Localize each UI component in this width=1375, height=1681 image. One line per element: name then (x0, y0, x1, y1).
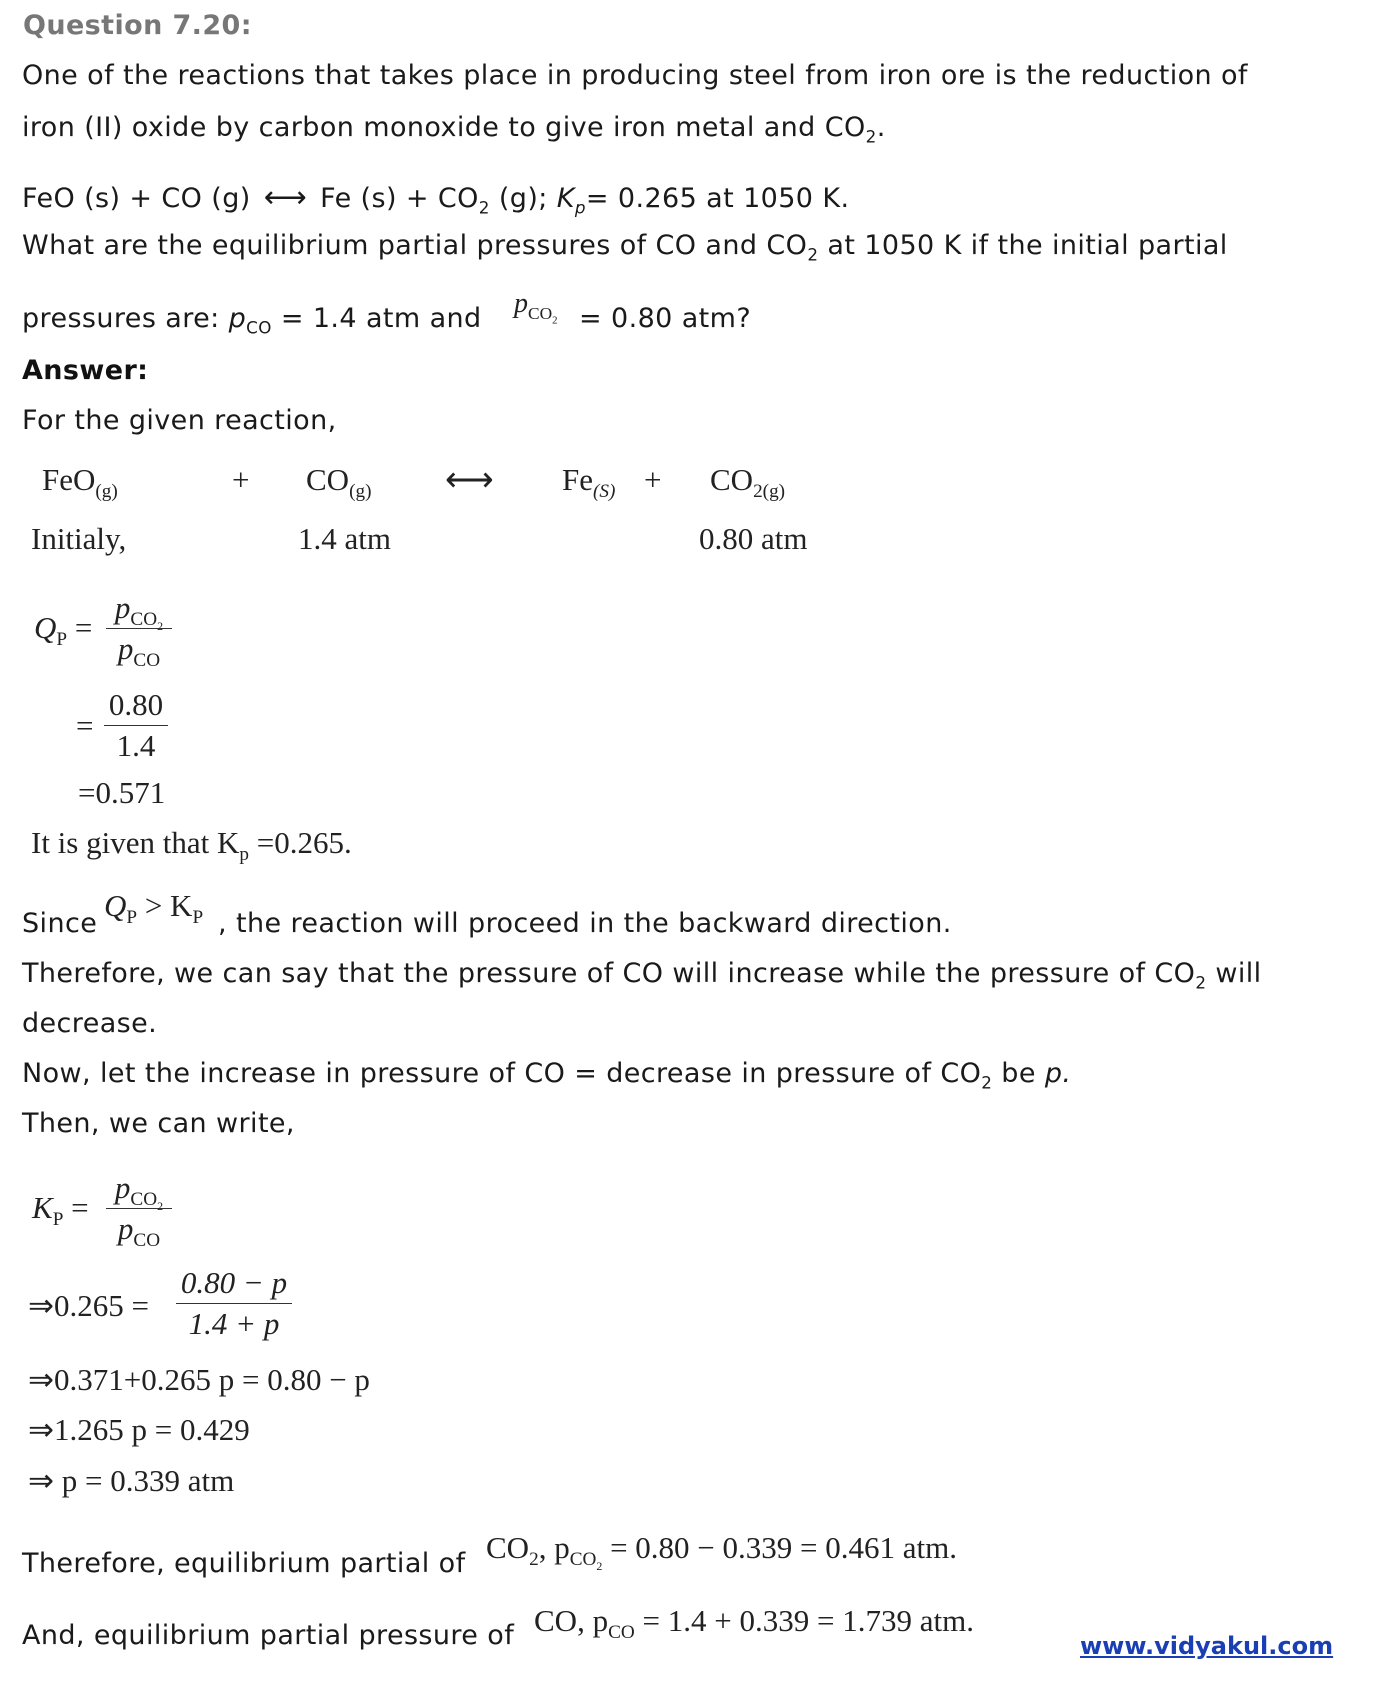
qp-fraction-2: 0.80 1.4 (104, 687, 168, 764)
then-line: Then, we can write, (22, 1108, 295, 1139)
table-initial-label: Initialy, (31, 521, 127, 556)
table-co2: $CO_{2(g)}$ (710, 462, 786, 503)
table-co: $CO_{(g)}$ (306, 462, 372, 503)
table-plus-1: + (232, 462, 250, 497)
question-line-2: iron (II) oxide by carbon monoxide to give iron metal and $CO_2$. (22, 112, 886, 147)
equilibrium-arrow-icon: ⟷ (263, 180, 308, 215)
kp-fraction: $p_{CO_2}$ $p_{CO}$ (106, 1170, 172, 1247)
equilibrium-arrow-icon: ⟷ (445, 462, 494, 499)
now-line: Now, let the increase in pressure of CO = decrease in pressure of $CO_2$ be p. (22, 1058, 1072, 1093)
qp-result: =0.571 (78, 775, 166, 810)
table-fe: $Fe_{(S)}$ (562, 462, 616, 503)
kp-lhs: $K_P$ = (32, 1190, 89, 1231)
question-line-5: pressures are: $p_{CO} = 1.4$ atm and (22, 303, 482, 338)
step-3: ⇒1.265 p = 0.429 (28, 1412, 250, 1447)
question-line-1: One of the reactions that takes place in producing steel from iron ore is the reduction of (22, 60, 1248, 91)
since-qp-kp: $Q_P > K_P$ (104, 888, 204, 929)
step-1-lhs: ⇒0.265 = (28, 1288, 149, 1323)
question-line-4: What are the equilibrium partial pressures of CO and $CO_2$ at 1050 K if the initial partial (22, 230, 1228, 265)
answer-intro: For the given reaction, (22, 405, 337, 436)
step-4: ⇒ p = 0.339 atm (28, 1463, 235, 1498)
question-heading: Question 7.20: (23, 10, 252, 41)
final-line-1-text: Therefore, equilibrium partial of (22, 1548, 466, 1579)
final-line-2-text: And, equilibrium partial pressure of (22, 1620, 515, 1651)
question-line-5-end: = 0.80 atm? (579, 303, 752, 334)
pco2-symbol: $p_{CO_2}$ (514, 288, 558, 327)
qp-eq-2: = (76, 708, 94, 743)
reaction-equation: FeO (s) + CO (g) ⟷ Fe $(s) + CO_2$ (g); $K_p= 0.265$ at 1050 K. (22, 180, 850, 218)
therefore-line-2: decrease. (22, 1008, 158, 1039)
table-initial-co: 1.4 atm (298, 521, 391, 556)
qp-fraction-1: $p_{CO_2}$ $p_{CO}$ (106, 590, 172, 667)
table-feo: FeO$_{(g)}$ (42, 462, 118, 503)
table-initial-co2: 0.80 atm (699, 521, 808, 556)
given-kp: It is given that $K_p =0.265$. (31, 825, 352, 866)
final-line-2-math: CO, $p_{CO} = 1.4 + 0.339 = 1.739$ atm. (534, 1603, 974, 1644)
qp-lhs: $Q_P$ = (34, 610, 93, 651)
table-plus-2: + (644, 462, 662, 497)
answer-heading: Answer: (22, 355, 149, 386)
final-line-1-math: $CO_2$, $p_{CO_2} = 0.80 - 0.339 = 0.461$ atm. (486, 1530, 958, 1574)
vidyakul-link[interactable]: www.vidyakul.com (1080, 1632, 1334, 1660)
since-line: Since (22, 908, 98, 939)
step-1-fraction: 0.80 − p 1.4 + p (176, 1265, 292, 1342)
therefore-line-1: Therefore, we can say that the pressure of CO will increase while the pressure of $CO_2$ will (22, 958, 1262, 993)
step-2: ⇒0.371+0.265 p = 0.80 − p (28, 1362, 370, 1397)
since-line-rest: , the reaction will proceed in the backward direction. (218, 908, 952, 939)
